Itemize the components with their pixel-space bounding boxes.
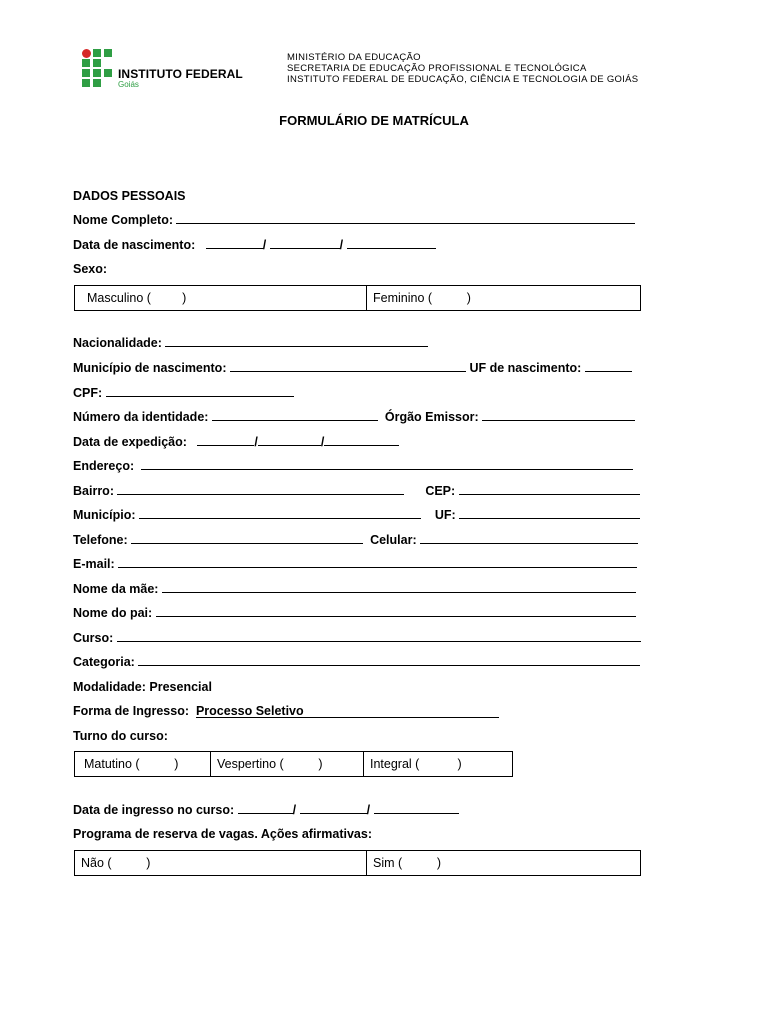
exp-year-line[interactable]: [324, 434, 399, 446]
field-email: [73, 556, 637, 572]
date-slash: /: [366, 803, 371, 817]
field-curso: [73, 630, 641, 646]
endereco-input-line[interactable]: [141, 458, 633, 470]
field-label: Nome do pai:: [73, 606, 153, 620]
field-label: Município:: [73, 508, 136, 522]
orgao-input-line[interactable]: [482, 409, 635, 421]
uf-nasc-input-line[interactable]: [585, 360, 632, 372]
section-heading: DADOS PESSOAIS: [73, 189, 186, 203]
field-label: Órgão Emissor:: [384, 410, 479, 424]
field-nome: [73, 212, 635, 228]
field-turno: Turno do curso:: [73, 729, 168, 743]
field-mae: [73, 581, 636, 597]
municipio-nasc-input-line[interactable]: [230, 360, 466, 372]
field-label: CPF:: [73, 386, 103, 400]
option-vespertino[interactable]: Vespertino ( ): [210, 752, 363, 776]
field-label: UF:: [434, 508, 456, 522]
field-municipio-nascimento: [73, 360, 632, 376]
field-label: Curso:: [73, 631, 114, 645]
field-label: Número da identidade:: [73, 410, 209, 424]
cep-input-line[interactable]: [459, 483, 640, 495]
field-label: Nome da mãe:: [73, 582, 159, 596]
field-identidade: [73, 409, 635, 425]
institution-header: [287, 52, 638, 85]
field-categoria: [73, 654, 640, 670]
field-data-ingresso: [73, 802, 459, 818]
field-bairro: [73, 483, 640, 499]
field-label: Endereço:: [73, 459, 135, 473]
exp-day-line[interactable]: [197, 434, 254, 446]
ingresso-year-line[interactable]: [374, 802, 459, 814]
field-modalidade: [73, 679, 212, 695]
logo-mark-icon: [82, 49, 114, 87]
celular-input-line[interactable]: [420, 532, 638, 544]
forma-ingresso-value[interactable]: Processo Seletivo: [196, 703, 499, 718]
ingresso-day-line[interactable]: [238, 802, 293, 814]
field-label: Nome Completo:: [73, 213, 173, 227]
field-sexo: Sexo:: [73, 262, 108, 276]
field-label: Data de nascimento:: [73, 238, 196, 252]
field-municipio: [73, 507, 640, 523]
header-line: SECRETARIA DE EDUCAÇÃO PROFISSIONAL E TECNOLÓGICA: [287, 63, 587, 74]
nacionalidade-input-line[interactable]: [165, 335, 428, 347]
option-feminino[interactable]: Feminino ( ): [366, 286, 640, 310]
field-label: Nacionalidade:: [73, 336, 162, 350]
field-label: Forma de Ingresso:: [73, 704, 189, 718]
modalidade-value: Presencial: [149, 680, 212, 694]
bairro-input-line[interactable]: [117, 483, 404, 495]
date-slash: /: [320, 435, 325, 449]
nasc-year-line[interactable]: [347, 237, 436, 249]
exp-month-line[interactable]: [258, 434, 321, 446]
option-integral[interactable]: Integral ( ): [363, 752, 512, 776]
field-nascimento: [73, 237, 436, 253]
option-sim[interactable]: Sim ( ): [366, 851, 640, 875]
nome-input-line[interactable]: [176, 212, 635, 224]
field-label: Município de nascimento:: [73, 361, 227, 375]
field-label: Telefone:: [73, 533, 128, 547]
option-matutino[interactable]: Matutino ( ): [84, 757, 179, 771]
date-slash: /: [262, 238, 267, 252]
reserva-options-table: [74, 850, 641, 876]
field-endereco: [73, 458, 633, 474]
nasc-day-line[interactable]: [206, 237, 263, 249]
logo-name: INSTITUTO FEDERAL: [118, 67, 243, 81]
institution-logo: [82, 49, 242, 91]
field-label: UF de nascimento:: [469, 361, 582, 375]
option-masculino[interactable]: Masculino ( ): [87, 291, 187, 305]
pai-input-line[interactable]: [156, 605, 636, 617]
date-slash: /: [339, 238, 344, 252]
nasc-month-line[interactable]: [270, 237, 340, 249]
field-label: Data de ingresso no curso:: [73, 803, 235, 817]
field-telefone: [73, 532, 638, 548]
sexo-options-table: [74, 285, 641, 311]
field-label: CEP:: [425, 484, 456, 498]
field-label: Categoria:: [73, 655, 135, 669]
categoria-input-line[interactable]: [138, 654, 640, 666]
field-label: Data de expedição:: [73, 435, 187, 449]
field-label: Celular:: [370, 533, 417, 547]
mae-input-line[interactable]: [162, 581, 636, 593]
field-cpf: [73, 385, 294, 401]
field-reserva-vagas: Programa de reserva de vagas. Ações afirmativas:: [73, 827, 372, 841]
field-expedicao: [73, 434, 399, 450]
date-slash: /: [292, 803, 297, 817]
form-title: FORMULÁRIO DE MATRÍCULA: [279, 113, 469, 128]
municipio-input-line[interactable]: [139, 507, 421, 519]
header-line: INSTITUTO FEDERAL DE EDUCAÇÃO, CIÊNCIA E TECNOLOGIA DE GOIÁS: [287, 74, 639, 85]
date-slash: /: [254, 435, 258, 449]
telefone-input-line[interactable]: [131, 532, 363, 544]
option-nao[interactable]: Não ( ): [81, 856, 151, 870]
field-pai: [73, 605, 636, 621]
identidade-input-line[interactable]: [212, 409, 378, 421]
email-input-line[interactable]: [118, 556, 637, 568]
field-label: E-mail:: [73, 557, 115, 571]
curso-input-line[interactable]: [117, 630, 641, 642]
header-line: MINISTÉRIO DA EDUCAÇÃO: [287, 52, 421, 63]
field-forma-ingresso: [73, 703, 499, 719]
logo-campus: Goiás: [118, 80, 139, 89]
turno-options-table: [74, 751, 513, 777]
field-label: Modalidade:: [73, 680, 146, 694]
ingresso-month-line[interactable]: [300, 802, 367, 814]
cpf-input-line[interactable]: [106, 385, 294, 397]
field-label: Bairro:: [73, 484, 114, 498]
field-nacionalidade: [73, 335, 428, 351]
uf-input-line[interactable]: [459, 507, 640, 519]
